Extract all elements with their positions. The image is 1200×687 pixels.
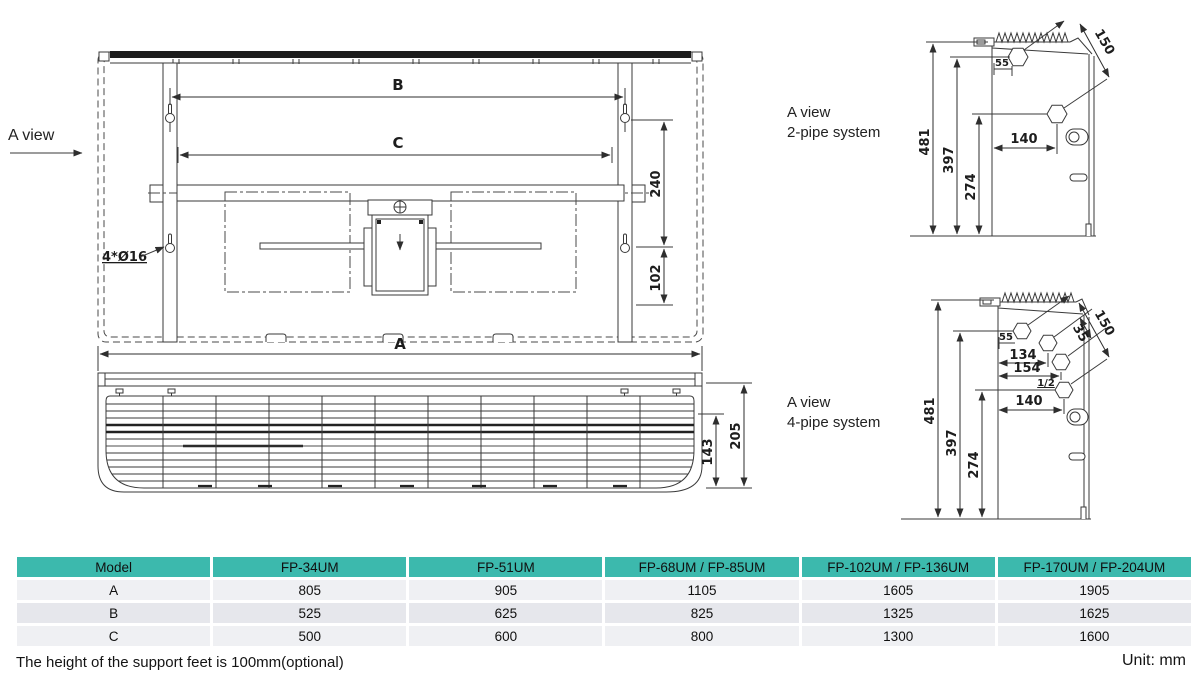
cell-value: 800 [605, 626, 798, 646]
dimension-397 [942, 57, 1010, 234]
dim-55-label: 55 [999, 332, 1013, 343]
dim-240-label: 240 [649, 170, 664, 198]
front-view-drawing [88, 335, 768, 505]
unit-note: Unit: mm [1122, 652, 1186, 669]
center-assembly [148, 185, 653, 295]
cell-value: 1105 [605, 580, 798, 600]
cell-value: 825 [605, 603, 798, 623]
coil-fins [996, 33, 1068, 42]
row-label: A [17, 580, 210, 600]
top-flange-strip [110, 51, 691, 58]
dimension-140 [994, 124, 1057, 154]
dimension-55 [994, 58, 1012, 75]
cell-value: 625 [409, 603, 602, 623]
cell-value: 1625 [998, 603, 1191, 623]
dimension-150 [1080, 24, 1117, 77]
dim-b-label: B [392, 76, 404, 94]
table-row-b [17, 603, 1191, 623]
pipe4-title-line1: A view [787, 394, 831, 411]
dim-150-label: 150 [1090, 307, 1118, 339]
dimension-b [170, 76, 625, 105]
col-header-fp51um: FP-51UM [409, 557, 602, 577]
pipe4-side-view-drawing [893, 283, 1130, 538]
dim-140-label: 140 [1010, 132, 1038, 147]
holes-callout [102, 247, 164, 265]
dim-274-label: 274 [964, 173, 979, 201]
dim-397-label: 397 [945, 429, 960, 457]
row-label: C [17, 626, 210, 646]
dim-205-label: 205 [729, 422, 744, 450]
dimension-481 [918, 42, 988, 234]
pipe2-title-line2: 2-pipe system [787, 123, 881, 141]
pipe-connection-hex [1052, 354, 1070, 370]
dim-half-label: 1/2 [1037, 378, 1055, 389]
cell-value: 905 [409, 580, 602, 600]
dimension-c [178, 134, 612, 163]
dim-150-label: 150 [1090, 26, 1118, 58]
holes-callout-label: 4*Ø16 [102, 250, 147, 265]
dimension-397 [945, 331, 1013, 517]
dimension-274 [967, 390, 1055, 517]
dimension-35 [1069, 318, 1091, 345]
col-header-fp34um: FP-34UM [213, 557, 406, 577]
row-label: B [17, 603, 210, 623]
dimension-a [98, 335, 702, 371]
dimension-102 [636, 249, 673, 305]
cell-value: 1905 [998, 580, 1191, 600]
table-header-row [17, 557, 1191, 577]
dim-481-label: 481 [918, 128, 933, 156]
dim-a-label: A [394, 335, 406, 353]
dim-397-label: 397 [942, 146, 957, 174]
dimension-205 [706, 383, 752, 488]
cell-value: 1605 [802, 580, 995, 600]
cell-value: 525 [213, 603, 406, 623]
table-row-a [17, 580, 1191, 600]
col-header-fp170-204um: FP-170UM / FP-204UM [998, 557, 1191, 577]
dimension-481 [923, 300, 994, 517]
dim-154-label: 154 [1013, 361, 1041, 376]
a-view-arrow-icon [8, 147, 92, 159]
drain-slot [1069, 453, 1085, 460]
pipe-connection-hex [1039, 335, 1057, 351]
dim-35-label: 35 [1069, 321, 1092, 345]
cell-value: 500 [213, 626, 406, 646]
dimension-half-inch [1037, 378, 1055, 389]
motor-box [372, 215, 428, 295]
dim-102-label: 102 [649, 264, 664, 292]
col-header-fp102-136um: FP-102UM / FP-136UM [802, 557, 995, 577]
air-outlet-grille [106, 396, 694, 488]
pipe-connection-hex [1013, 323, 1031, 339]
cell-value: 805 [213, 580, 406, 600]
dim-c-label: C [392, 134, 404, 152]
dimension-240 [631, 120, 673, 247]
pipe-connection-hex [1055, 382, 1073, 398]
pipe4-title-line2: 4-pipe system [787, 413, 881, 431]
pipe-connection-hex [1008, 48, 1028, 65]
dim-140-label: 140 [1015, 394, 1043, 409]
cell-value: 1300 [802, 626, 995, 646]
pipe4-view-title [787, 393, 880, 432]
col-header-fp68-85um: FP-68UM / FP-85UM [605, 557, 798, 577]
support-feet-note: The height of the support feet is 100mm(optional) [16, 654, 344, 671]
a-view-label: A view [8, 127, 55, 144]
dim-143-label: 143 [701, 438, 716, 466]
pipe2-side-view-drawing [900, 2, 1118, 248]
drain-slot [1070, 174, 1087, 181]
dim-134-label: 134 [1009, 348, 1037, 363]
dimension-140 [999, 394, 1064, 414]
cell-value: 600 [409, 626, 602, 646]
dim-55-label: 55 [995, 58, 1009, 69]
dimensions-table [14, 554, 1194, 649]
dimension-55 [999, 332, 1015, 349]
col-header-model: Model [17, 557, 210, 577]
pipe2-title-line1: A view [787, 104, 831, 121]
cell-value: 1325 [802, 603, 995, 623]
table-row-c [17, 626, 1191, 646]
dim-274-label: 274 [967, 451, 982, 479]
pipe2-view-title [787, 103, 880, 142]
cell-value: 1600 [998, 626, 1191, 646]
dim-481-label: 481 [923, 397, 938, 425]
rear-view-drawing [88, 38, 713, 350]
